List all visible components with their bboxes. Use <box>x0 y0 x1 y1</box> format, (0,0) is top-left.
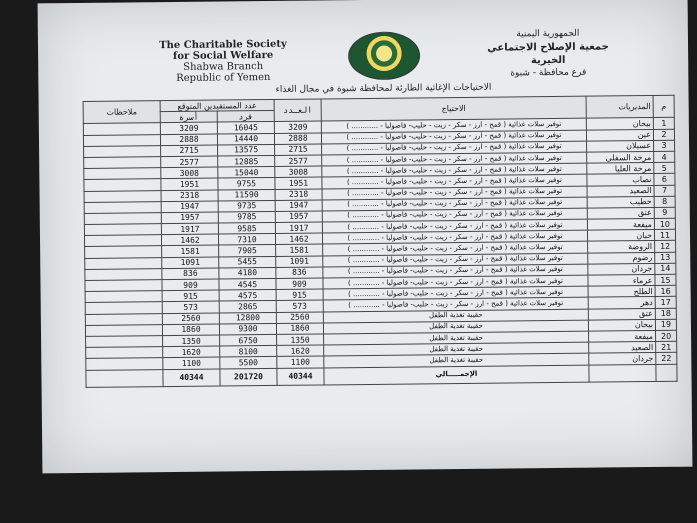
cell-need: توفير سلات غذائية ( قمح - ارز - سكر - زيت - حليب- فاصوليا - ............ ) <box>322 197 587 211</box>
cell-directorate: عتق <box>587 207 654 219</box>
cell-notes <box>85 291 162 303</box>
cell-num: 14 <box>655 263 676 274</box>
cell-need: توفير سلات غذائية ( قمح - ارز - سكر - زيت - حليب- فاصوليا - ............ ) <box>323 298 588 312</box>
cell-directorate: عتق <box>588 308 655 320</box>
cell-notes <box>84 224 161 236</box>
cell-directorate: جردان <box>589 353 656 365</box>
total-dir-cell <box>589 364 656 382</box>
cell-num: 13 <box>655 252 676 263</box>
col-families: أسرة <box>160 111 217 123</box>
cell-count: 1860 <box>276 323 323 335</box>
cell-directorate: الصعيد <box>587 185 654 197</box>
col-count: العـدد <box>274 99 321 122</box>
cell-families: 1917 <box>161 223 218 235</box>
cell-families: 1860 <box>162 324 219 336</box>
society-logo-icon <box>348 31 420 80</box>
cell-notes <box>84 145 161 157</box>
cell-directorate: الصعيد <box>589 342 656 354</box>
cell-directorate: دهر <box>588 297 655 309</box>
total-label: الإجمـــــالي <box>324 365 589 385</box>
cell-count: 3209 <box>274 121 321 133</box>
cell-need: حقيبة تغذية الطفل <box>324 331 589 345</box>
cell-num: 5 <box>654 162 675 173</box>
cell-directorate: مرخة العليا <box>587 163 654 175</box>
cell-count: 1947 <box>275 200 322 212</box>
cell-notes <box>85 313 162 325</box>
cell-notes <box>83 134 160 146</box>
cell-directorate: مرخة السفلى <box>587 151 654 163</box>
cell-notes <box>85 268 162 280</box>
cell-individuals: 8100 <box>220 346 277 358</box>
cell-notes <box>83 123 160 135</box>
col-notes: ملاحظات <box>83 101 160 124</box>
cell-individuals: 7905 <box>219 245 276 257</box>
cell-num: 8 <box>654 196 675 207</box>
arabic-line-1: الجمهورية اليمنية <box>516 28 580 40</box>
cell-num: 11 <box>654 229 675 240</box>
cell-num: 9 <box>654 207 675 218</box>
english-line-3: Shabwa Branch <box>183 61 264 73</box>
cell-need: توفير سلات غذائية ( قمح - ارز - سكر - زيت - حليب- فاصوليا - ............ ) <box>323 253 588 267</box>
cell-need: حقيبة تغذية الطفل <box>324 353 589 367</box>
cell-directorate: ميفعة <box>589 330 656 342</box>
cell-num: 21 <box>656 341 677 352</box>
cell-count: 1957 <box>275 211 322 223</box>
cell-families: 3209 <box>160 122 217 134</box>
arabic-line-2: جمعية الإصلاح الاجتماعي الخيرية <box>487 41 609 67</box>
cell-count: 1917 <box>275 222 322 234</box>
cell-num: 7 <box>654 185 675 196</box>
cell-individuals: 9300 <box>219 323 276 335</box>
cell-families: 836 <box>162 268 219 280</box>
cell-individuals: 9735 <box>218 200 275 212</box>
total-num-cell <box>656 364 677 381</box>
table-body <box>83 118 677 370</box>
cell-need: توفير سلات غذائية ( قمح - ارز - سكر - زيت - حليب- فاصوليا - ............ ) <box>322 208 587 222</box>
cell-need: حقيبة تغذية الطفل <box>323 320 588 334</box>
cell-need: توفير سلات غذائية ( قمح - ارز - سكر - زيت - حليب- فاصوليا - ............ ) <box>323 286 588 300</box>
cell-need: توفير سلات غذائية ( قمح - ارز - سكر - زيت - حليب- فاصوليا - ............ ) <box>322 152 587 166</box>
total-families: 40344 <box>163 369 220 387</box>
cell-num: 3 <box>654 140 675 151</box>
cell-num: 4 <box>654 151 675 162</box>
cell-count: 3008 <box>275 166 322 178</box>
cell-directorate: رضوم <box>588 252 655 264</box>
cell-count: 1350 <box>277 334 324 346</box>
english-line-1: The Charitable Society <box>159 38 287 52</box>
cell-families: 1091 <box>162 257 219 269</box>
cell-num: 22 <box>656 353 677 364</box>
cell-num: 10 <box>654 218 675 229</box>
cell-individuals: 15040 <box>218 167 275 179</box>
cell-directorate: بيحان <box>588 319 655 331</box>
document-paper <box>38 0 693 473</box>
document-title: الاحتياجات الإغاثية الطارئة لمحافظة شبوة في مجال الغذاء <box>275 82 492 95</box>
cell-count: 2715 <box>275 144 322 156</box>
cell-num: 1 <box>653 118 674 129</box>
cell-count: 1462 <box>275 233 322 245</box>
cell-need: توفير سلات غذائية ( قمح - ارز - سكر - زيت - حليب- فاصوليا - ............ ) <box>322 219 587 233</box>
cell-individuals: 7310 <box>218 234 275 246</box>
cell-individuals: 9755 <box>218 178 275 190</box>
cell-individuals: 4180 <box>219 267 276 279</box>
english-line-2: for Social Welfare <box>172 49 274 63</box>
cell-count: 1951 <box>275 177 322 189</box>
cell-families: 573 <box>162 301 219 313</box>
cell-individuals: 9585 <box>218 223 275 235</box>
cell-need: توفير سلات غذائية ( قمح - ارز - سكر - زيت - حليب- فاصوليا - ............ ) <box>322 230 587 244</box>
cell-notes <box>85 324 162 336</box>
cell-families: 2577 <box>161 156 218 168</box>
cell-directorate: نصاب <box>587 174 654 186</box>
cell-count: 915 <box>276 289 323 301</box>
total-count: 40344 <box>277 367 324 384</box>
cell-families: 1620 <box>163 346 220 358</box>
cell-need: توفير سلات غذائية ( قمح - ارز - سكر - زيت - حليب- فاصوليا - ............ ) <box>321 119 586 133</box>
cell-individuals: 12885 <box>218 155 275 167</box>
cell-notes <box>84 201 161 213</box>
cell-notes <box>86 347 163 359</box>
needs-table <box>83 95 678 388</box>
cell-num: 17 <box>655 297 676 308</box>
cell-count: 2888 <box>274 133 321 145</box>
cell-directorate: الروضة <box>588 241 655 253</box>
english-line-4: Republic of Yemen <box>176 71 271 84</box>
cell-num: 12 <box>655 241 676 252</box>
cell-num: 20 <box>656 330 677 341</box>
cell-individuals: 5455 <box>219 256 276 268</box>
cell-individuals: 16045 <box>217 122 274 134</box>
cell-families: 2560 <box>162 313 219 325</box>
cell-individuals: 13575 <box>218 144 275 156</box>
cell-individuals: 2865 <box>219 301 276 313</box>
cell-families: 1951 <box>161 178 218 190</box>
cell-directorate: بيحان <box>586 118 653 130</box>
cell-individuals: 11590 <box>218 189 275 201</box>
cell-individuals: 5500 <box>220 357 277 369</box>
col-need: الاحتياج <box>321 96 586 121</box>
cell-families: 1462 <box>161 234 218 246</box>
cell-need: توفير سلات غذائية ( قمح - ارز - سكر - زيت - حليب- فاصوليا - ............ ) <box>321 130 586 144</box>
cell-individuals: 12800 <box>219 312 276 324</box>
col-directorate: المديريات <box>586 95 653 118</box>
cell-count: 573 <box>276 300 323 312</box>
cell-families: 2318 <box>161 190 218 202</box>
cell-count: 1100 <box>277 356 324 368</box>
cell-families: 2888 <box>160 134 217 146</box>
cell-need: توفير سلات غذائية ( قمح - ارز - سكر - زيت - حليب- فاصوليا - ............ ) <box>322 186 587 200</box>
cell-individuals: 9785 <box>218 211 275 223</box>
cell-notes <box>84 168 161 180</box>
cell-need: توفير سلات غذائية ( قمح - ارز - سكر - زيت - حليب- فاصوليا - ............ ) <box>322 141 587 155</box>
cell-families: 1957 <box>161 212 218 224</box>
total-notes <box>86 369 163 387</box>
cell-num: 2 <box>653 129 674 140</box>
arabic-letterhead <box>478 27 619 80</box>
cell-directorate: ميفعة <box>587 219 654 231</box>
cell-count: 2318 <box>275 188 322 200</box>
cell-families: 915 <box>162 290 219 302</box>
cell-directorate: عين <box>586 129 653 141</box>
cell-count: 836 <box>276 267 323 279</box>
cell-individuals: 4545 <box>219 278 276 290</box>
cell-directorate: عسيلان <box>587 140 654 152</box>
cell-need: توفير سلات غذائية ( قمح - ارز - سكر - زيت - حليب- فاصوليا - ............ ) <box>323 242 588 256</box>
cell-families: 1350 <box>163 335 220 347</box>
cell-families: 1581 <box>162 245 219 257</box>
cell-need: توفير سلات غذائية ( قمح - ارز - سكر - زيت - حليب- فاصوليا - ............ ) <box>322 174 587 188</box>
cell-directorate: عرماء <box>588 274 655 286</box>
cell-individuals: 4575 <box>219 290 276 302</box>
cell-notes <box>84 179 161 191</box>
cell-notes <box>86 336 163 348</box>
cell-notes <box>85 302 162 314</box>
cell-notes <box>85 257 162 269</box>
cell-directorate: حبان <box>587 230 654 242</box>
cell-num: 15 <box>655 274 676 285</box>
cell-need: توفير سلات غذائية ( قمح - ارز - سكر - زيت - حليب- فاصوليا - ............ ) <box>323 275 588 289</box>
cell-need: توفير سلات غذائية ( قمح - ارز - سكر - زيت - حليب- فاصوليا - ............ ) <box>322 163 587 177</box>
cell-need: توفير سلات غذائية ( قمح - ارز - سكر - زيت - حليب- فاصوليا - ............ ) <box>323 264 588 278</box>
cell-notes <box>84 157 161 169</box>
cell-count: 2560 <box>276 312 323 324</box>
cell-num: 19 <box>655 319 676 330</box>
cell-notes <box>84 235 161 247</box>
total-individuals: 201720 <box>220 368 277 386</box>
cell-families: 1100 <box>163 357 220 369</box>
cell-directorate: حطيب <box>587 196 654 208</box>
cell-families: 2715 <box>161 145 218 157</box>
col-num: م <box>653 95 674 118</box>
arabic-line-3: فرع محافظة - شبوة <box>510 67 587 79</box>
cell-count: 909 <box>276 278 323 290</box>
cell-families: 3008 <box>161 167 218 179</box>
cell-notes <box>85 246 162 258</box>
cell-families: 909 <box>162 279 219 291</box>
cell-notes <box>84 190 161 202</box>
col-individuals: فرد <box>217 111 274 123</box>
col-beneficiaries: عدد المستفيدين المتوقع <box>160 99 274 111</box>
cell-need: حقيبة تغذية الطفل <box>324 342 589 356</box>
cell-individuals: 6750 <box>220 334 277 346</box>
cell-count: 1620 <box>277 345 324 357</box>
cell-num: 16 <box>655 285 676 296</box>
cell-count: 2577 <box>275 155 322 167</box>
cell-families: 1947 <box>161 201 218 213</box>
cell-notes <box>84 213 161 225</box>
cell-count: 1581 <box>276 244 323 256</box>
cell-directorate: جردان <box>588 263 655 275</box>
cell-notes <box>85 280 162 292</box>
english-letterhead <box>148 39 298 85</box>
cell-count: 1091 <box>276 256 323 268</box>
cell-need: حقيبة تغذية الطفل <box>323 309 588 323</box>
cell-individuals: 14440 <box>217 133 274 145</box>
cell-num: 18 <box>655 308 676 319</box>
cell-notes <box>86 358 163 370</box>
cell-num: 6 <box>654 174 675 185</box>
cell-directorate: الطلح <box>588 286 655 298</box>
